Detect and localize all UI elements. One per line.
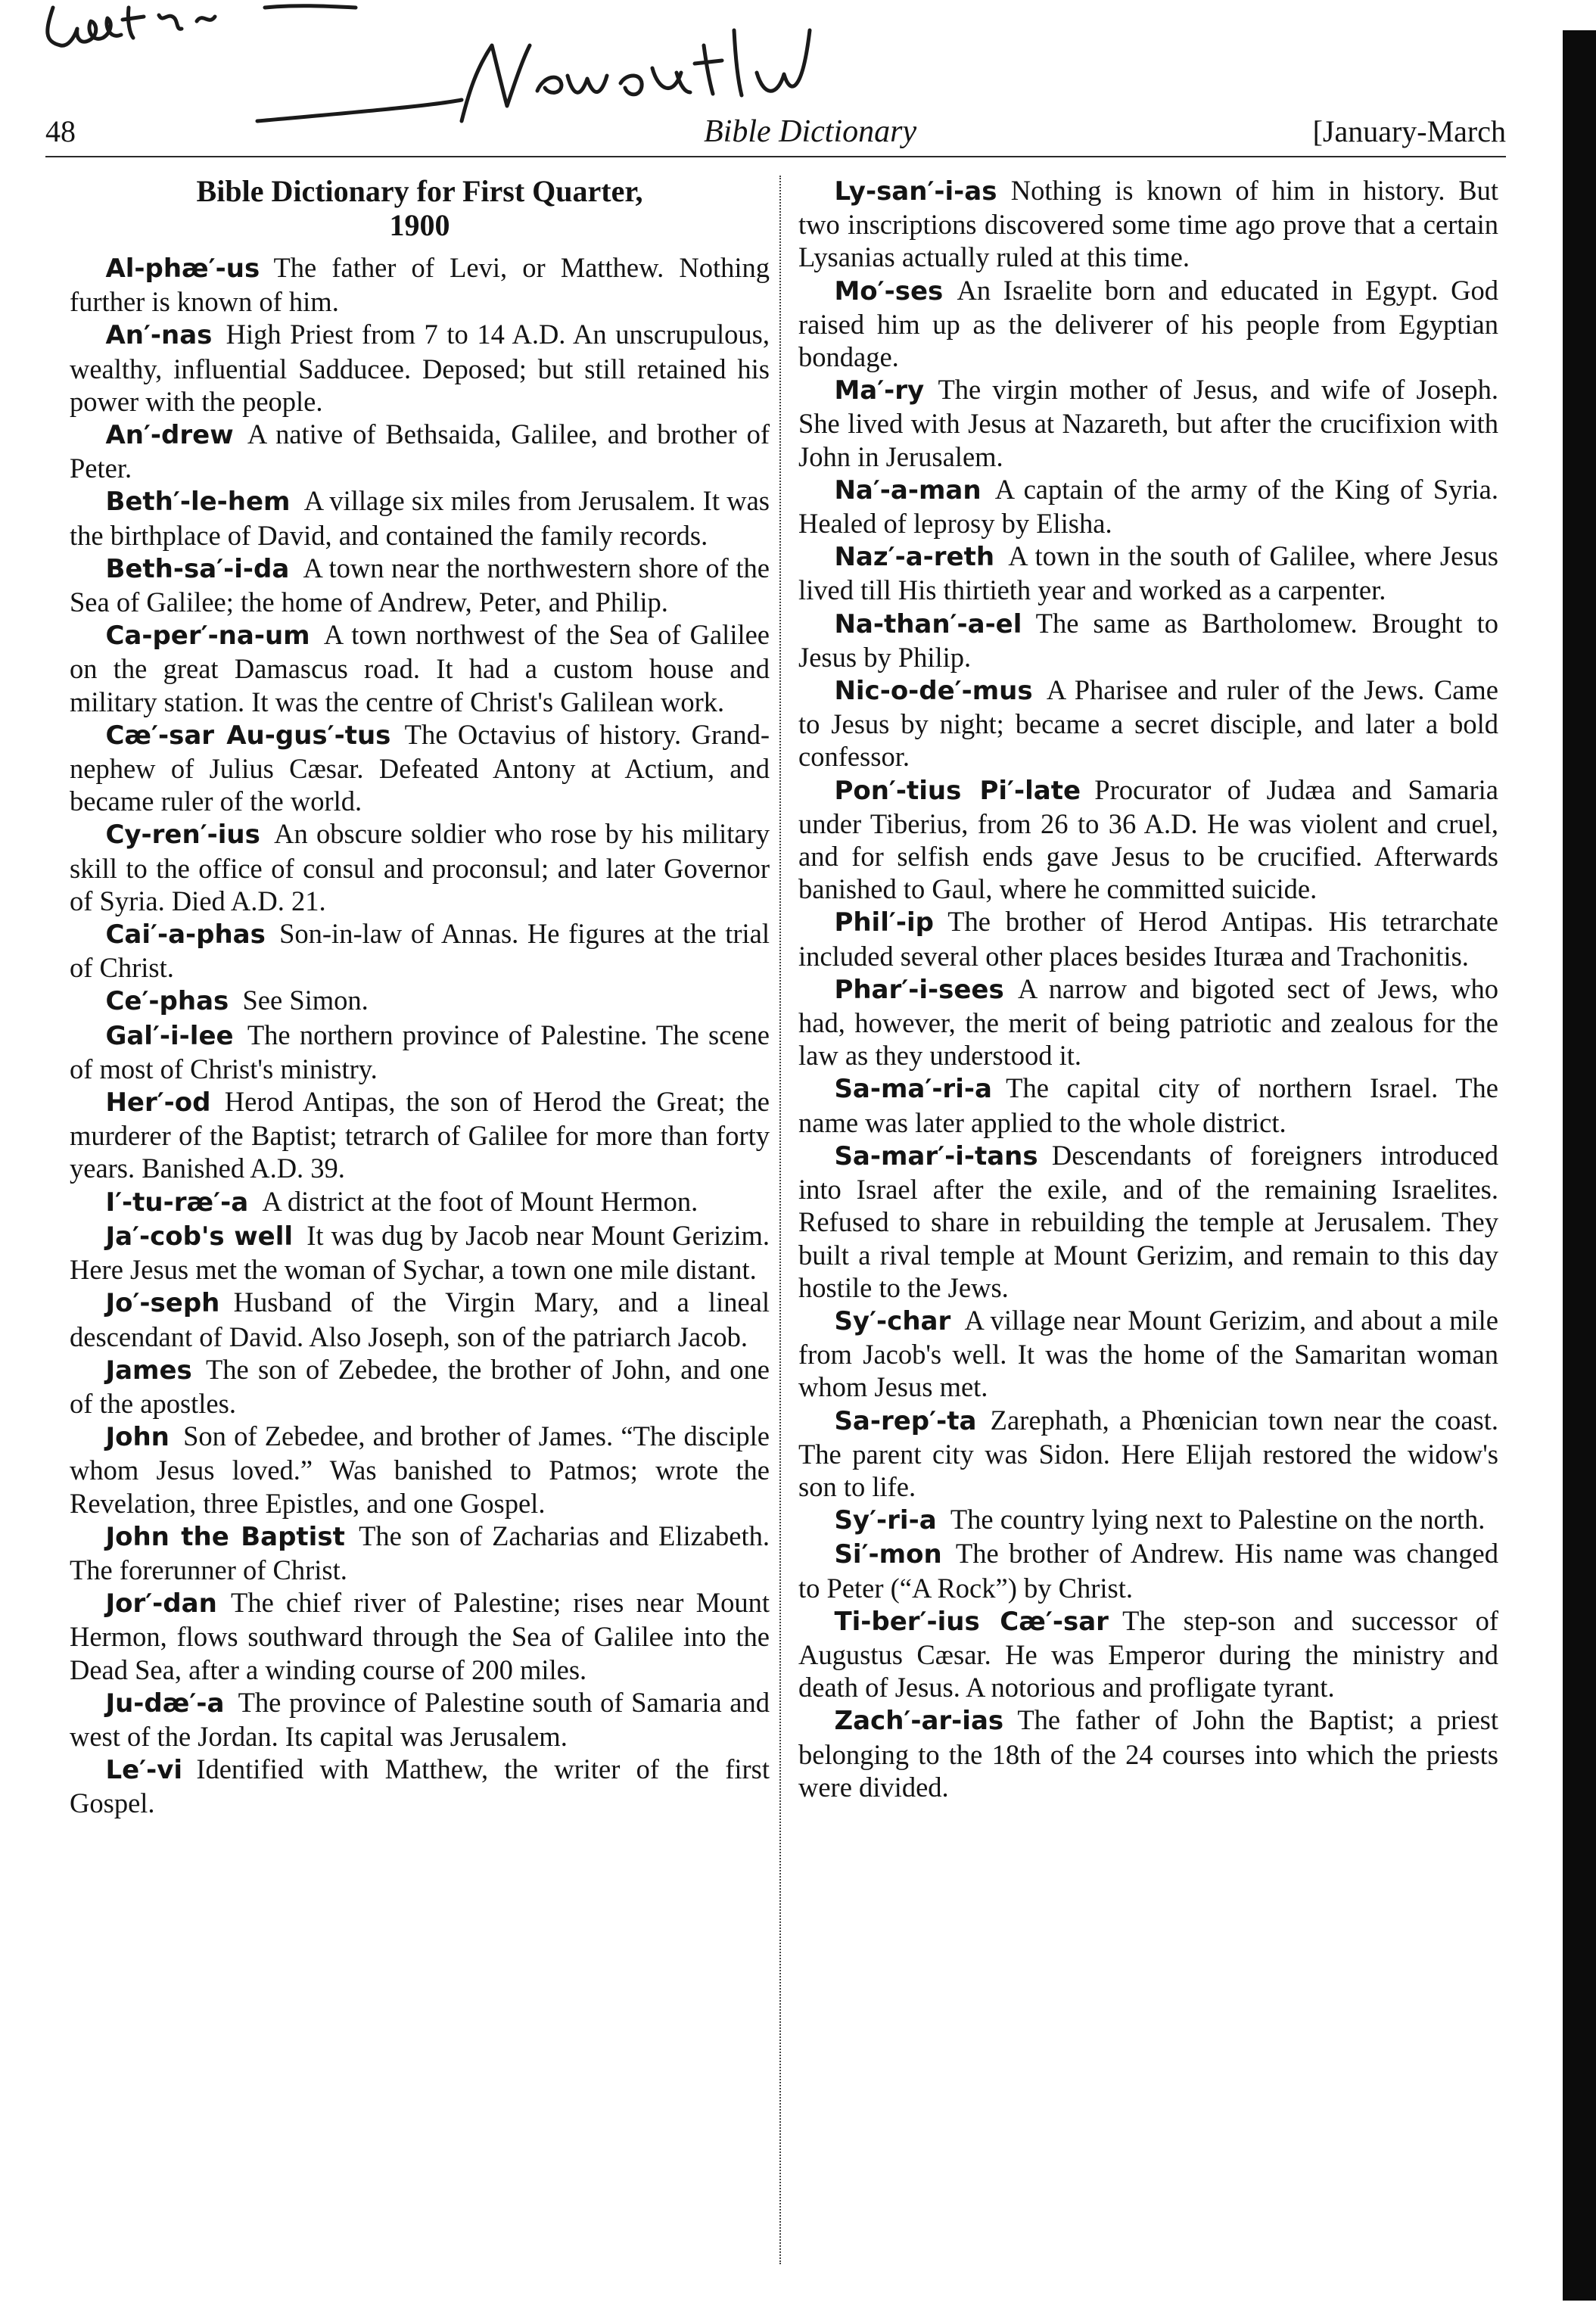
- entry-definition: The father of John the Baptist; a priest belonging to the 18th of the 24 courses into which the priests were divided.: [798, 1704, 1498, 1803]
- entry-term: Ce′-phas: [105, 986, 229, 1017]
- dictionary-entry: [70, 817, 770, 917]
- dictionary-entry: [798, 1503, 1498, 1537]
- dictionary-entry: [798, 174, 1498, 274]
- column-divider: [779, 176, 781, 2264]
- dictionary-entry: [70, 984, 770, 1018]
- dictionary-entry: [70, 418, 770, 484]
- entry-term: Sa-rep′-ta: [834, 1405, 977, 1436]
- entry-definition: A narrow and bigoted sect of Jews, who had, however, the merit of being patriotic and zealous for the law as they understood it.: [798, 972, 1498, 1072]
- entry-definition: The son of Zacharias and Elizabeth. The forerunner of Christ.: [70, 1520, 770, 1585]
- dictionary-entry: [70, 718, 770, 818]
- entry-term: Na-than′-a-el: [834, 608, 1022, 639]
- dictionary-entry: [798, 1537, 1498, 1604]
- entry-definition: An obscure soldier who rose by his military skill to the office of consul and proconsul; and later Governor of Syria. Died A.D. 21.: [70, 818, 770, 916]
- left-entry-list: [70, 251, 770, 1820]
- dictionary-entry: [70, 1520, 770, 1586]
- entry-term: Phar′-i-sees: [834, 974, 1004, 1005]
- scan-edge-shadow: [1563, 30, 1596, 2301]
- entry-definition: Husband of the Virgin Mary, and a lineal descendant of David. Also Joseph, son of the patriarch Jacob.: [70, 1287, 770, 1352]
- entry-definition: The country lying next to Palestine on the north.: [950, 1504, 1486, 1535]
- entry-definition: The step-son and successor of Augustus Cæsar. He was Emperor during the ministry and death of Jesus. A notorious and profligate tyrant.: [798, 1604, 1498, 1703]
- entry-definition: The brother of Herod Antipas. His tetrarchate included several other places besides Ituræa and Trachonitis.: [798, 906, 1498, 972]
- entry-definition: A district at the foot of Mount Hermon.: [262, 1185, 698, 1217]
- dictionary-entry: [798, 1304, 1498, 1404]
- entry-term: John the Baptist: [105, 1521, 345, 1552]
- entry-term: Zach′-ar-ias: [834, 1706, 1004, 1737]
- entry-term: Ma′-ry: [834, 375, 925, 406]
- entry-definition: Procurator of Judæa and Samaria under Tiberius, from 26 to 36 A.D. He was violent and cruel, and for selfish ends gave Jesus to be crucified. Afterwards banished to Gaul, where he committed suicide.: [798, 773, 1498, 905]
- entry-term: An′-nas: [105, 320, 213, 351]
- dictionary-entry: [70, 1420, 770, 1520]
- entry-term: Ju-dæ′-a: [105, 1688, 225, 1719]
- entry-term: Le′-vi: [105, 1755, 183, 1786]
- dictionary-entry: [70, 1219, 770, 1286]
- entry-definition: High Priest from 7 to 14 A.D. An unscrupulous, wealthy, influential Sadducee. Deposed; but still retained his power with the people.: [70, 319, 770, 417]
- entry-term: Beth-sa′-i-da: [105, 553, 290, 584]
- entry-definition: Herod Antipas, the son of Herod the Great; the murderer of the Baptist; tetrarch of Galilee for more than forty years. Banished A.D. 39.: [70, 1086, 770, 1184]
- dictionary-entry: [798, 1703, 1498, 1803]
- dictionary-entry: [70, 1753, 770, 1819]
- dictionary-entry: [70, 1686, 770, 1753]
- entry-term: Si′-mon: [834, 1539, 942, 1570]
- entry-term: Ca-per′-na-um: [105, 621, 310, 652]
- entry-definition: The northern province of Palestine. The scene of most of Christ's ministry.: [70, 1019, 770, 1084]
- entry-definition: Nothing is known of him in history. But two inscriptions discovered some time ago prove that a certain Lysanias actually ruled at this time.: [798, 175, 1498, 273]
- entry-term: I′-tu-ræ′-a: [105, 1187, 249, 1218]
- section-title-year: 1900: [389, 208, 450, 242]
- dictionary-entry: [798, 540, 1498, 606]
- running-period: [January-March: [1312, 114, 1506, 148]
- dictionary-entry: [798, 1404, 1498, 1504]
- entry-term: Nic-o-de′-mus: [834, 676, 1033, 707]
- entry-term: Na′-a-man: [834, 474, 982, 506]
- dictionary-entry: [70, 1019, 770, 1085]
- entry-term: Cai′-a-phas: [105, 919, 266, 950]
- dictionary-entry: [70, 1085, 770, 1185]
- entry-definition: Identified with Matthew, the writer of the first Gospel.: [70, 1753, 770, 1819]
- entry-term: Ly-san′-i-as: [834, 176, 997, 207]
- entry-term: Gal′-i-lee: [105, 1020, 234, 1051]
- entry-definition: A town northwest of the Sea of Galilee on the great Damascus road. It had a custom house and military station. It was the centre of Christ's Galilean work.: [70, 619, 770, 717]
- entry-definition: A village six miles from Jerusalem. It was the birthplace of David, and contained the family records.: [70, 485, 770, 551]
- entry-definition: The father of Levi, or Matthew. Nothing further is known of him.: [70, 252, 770, 318]
- entry-term: Her′-od: [105, 1087, 211, 1118]
- entry-term: Mo′-ses: [834, 275, 944, 306]
- entry-definition: Son of Zebedee, and brother of James. “The disciple whom Jesus loved.” Was banished to Patmos; wrote the Revelation, three Epistles, and one Gospel.: [70, 1420, 770, 1519]
- page-number: 48: [45, 114, 76, 148]
- entry-definition: The brother of Andrew. His name was changed to Peter (“A Rock”) by Christ.: [798, 1538, 1498, 1604]
- entry-term: Sa-ma′-ri-a: [834, 1074, 992, 1105]
- right-entry-list: [798, 174, 1498, 1803]
- dictionary-entry: [70, 1286, 770, 1352]
- entry-term: Al-phæ′-us: [105, 254, 260, 284]
- entry-definition: The chief river of Palestine; rises near Mount Hermon, flows southward through the Sea of Galilee into the Dead Sea, after a winding course of 200 miles.: [70, 1587, 770, 1685]
- entry-term: Jor′-dan: [105, 1588, 217, 1619]
- entry-term: James: [105, 1355, 192, 1386]
- dictionary-entry: [798, 773, 1498, 906]
- dictionary-entry: [798, 674, 1498, 773]
- dictionary-entry: [798, 905, 1498, 972]
- entry-definition: A town near the northwestern shore of the Sea of Galilee; the home of Andrew, Peter, and Philip.: [70, 552, 770, 618]
- entry-definition: Zarephath, a Phœnician town near the coast. The parent city was Sidon. Here Elijah restored the widow's son to life.: [798, 1404, 1498, 1502]
- entry-term: An′-drew: [105, 420, 234, 451]
- entry-definition: A village near Mount Gerizim, and about a mile from Jacob's well. It was the home of the Samaritan woman whom Jesus met.: [798, 1304, 1498, 1403]
- dictionary-entry: [70, 1586, 770, 1686]
- entry-term: Cy-ren′-ius: [105, 820, 260, 851]
- right-column: [798, 174, 1498, 1803]
- dictionary-entry: [798, 1072, 1498, 1138]
- dictionary-entry: [70, 1353, 770, 1420]
- entry-definition: A captain of the army of the King of Syria. Healed of leprosy by Elisha.: [798, 473, 1498, 540]
- dictionary-entry: [70, 251, 770, 318]
- entry-definition: The capital city of northern Israel. The name was later applied to the whole district.: [798, 1072, 1498, 1138]
- dictionary-entry: [70, 917, 770, 984]
- entry-term: Ja′-cob's well: [105, 1221, 294, 1252]
- dictionary-entry: [70, 318, 770, 418]
- entry-term: Phil′-ip: [834, 907, 934, 938]
- entry-definition: The son of Zebedee, the brother of John, and one of the apostles.: [70, 1353, 770, 1419]
- left-column: [70, 174, 770, 1820]
- entry-definition: It was dug by Jacob near Mount Gerizim. Here Jesus met the woman of Sychar, a town one mile distant.: [70, 1219, 770, 1286]
- entry-definition: The Octavius of history. Grand-nephew of Julius Cæsar. Defeated Antony at Actium, and became ruler of the world.: [70, 718, 770, 817]
- running-head: [45, 106, 1506, 159]
- entry-term: Sy′-char: [834, 1305, 951, 1336]
- dictionary-entry: [798, 473, 1498, 540]
- header-rule: [45, 156, 1506, 157]
- dictionary-entry: [70, 552, 770, 618]
- entry-definition: See Simon.: [242, 985, 369, 1016]
- entry-term: Ti-ber′-ius Cæ′-sar: [834, 1606, 1109, 1637]
- dictionary-entry: [70, 1185, 770, 1219]
- entry-definition: The province of Palestine south of Samaria and west of the Jordan. Its capital was Jerusalem.: [70, 1686, 770, 1752]
- entry-term: Jo′-seph: [105, 1288, 220, 1319]
- dictionary-entry: [798, 274, 1498, 374]
- entry-definition: Descendants of foreigners introduced into Israel after the exile, and of the remaining Israelites. Refused to share in rebuilding the temple at Jerusalem. They built a rival temple at Mount Gerizim, and remain to this day hostile to the Jews.: [798, 1139, 1498, 1303]
- entry-term: Sa-mar′-i-tans: [834, 1140, 1038, 1171]
- running-title: Bible Dictionary: [704, 114, 917, 149]
- entry-term: Naz′-a-reth: [834, 542, 995, 573]
- entry-definition: A native of Bethsaida, Galilee, and brother of Peter.: [70, 418, 770, 484]
- entry-definition: The virgin mother of Jesus, and wife of Joseph. She lived with Jesus at Nazareth, but after the crucifixion with John in Jerusalem.: [798, 374, 1498, 472]
- dictionary-entry: [798, 607, 1498, 674]
- entry-term: Cæ′-sar Au-gus′-tus: [105, 720, 391, 751]
- dictionary-entry: [70, 484, 770, 551]
- dictionary-entry: [798, 1139, 1498, 1304]
- dictionary-entry: [798, 373, 1498, 473]
- entry-term: Pon′-tius Pi′-late: [834, 775, 1081, 806]
- entry-definition: A Pharisee and ruler of the Jews. Came to Jesus by night; became a secret disciple, and later a bold confessor.: [798, 674, 1498, 773]
- dictionary-entry: [70, 618, 770, 718]
- entry-definition: The same as Bartholomew. Brought to Jesus by Philip.: [798, 607, 1498, 673]
- entry-term: Beth′-le-hem: [105, 487, 291, 518]
- section-title: [70, 174, 770, 242]
- entry-definition: Son-in-law of Annas. He figures at the trial of Christ.: [70, 918, 770, 984]
- section-title-line: Bible Dictionary for First Quarter,: [196, 174, 643, 208]
- dictionary-entry: [798, 1604, 1498, 1704]
- dictionary-entry: [798, 972, 1498, 1072]
- entry-term: John: [105, 1422, 170, 1453]
- entry-term: Sy′-ri-a: [834, 1505, 937, 1536]
- entry-definition: A town in the south of Galilee, where Jesus lived till His thirtieth year and worked as a carpenter.: [798, 540, 1498, 606]
- entry-definition: An Israelite born and educated in Egypt. God raised him up as the deliverer of his people from Egyptian bondage.: [798, 274, 1498, 373]
